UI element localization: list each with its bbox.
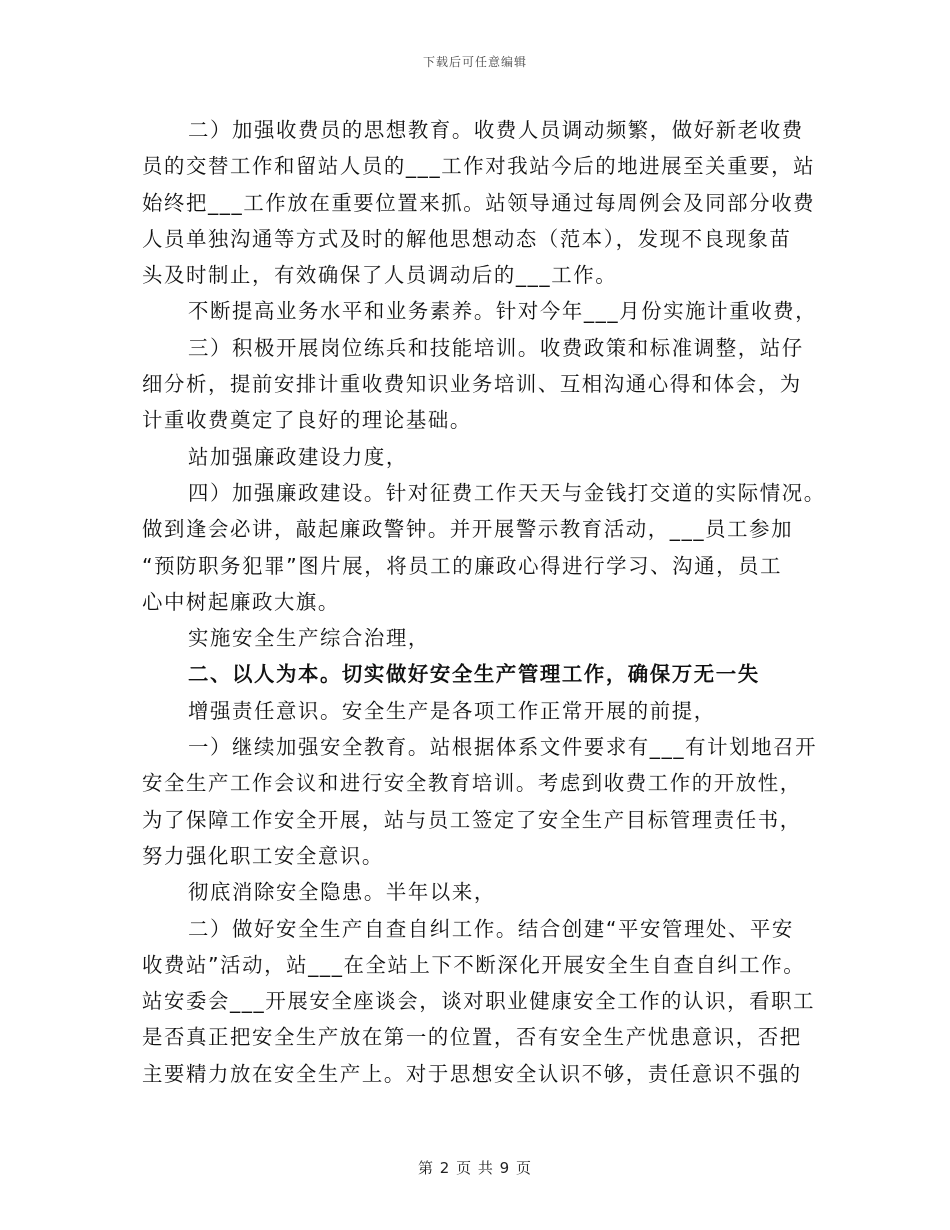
text-line: 细分析，提前安排计重收费知识业务培训、互相沟通心得和体会，为 <box>142 372 802 397</box>
page-header: 下载后可任意编辑 <box>422 55 527 69</box>
text-line: 不断提高业务水平和业务素养。针对今年___月份实施计重收费， <box>188 299 818 324</box>
text-line: 为了保障工作安全开展，站与员工签定了安全生产目标管理责任书， <box>142 807 802 832</box>
text-line: 努力强化职工安全意识。 <box>142 843 384 868</box>
text-line: 四）加强廉政建设。针对征费工作天天与金钱打交道的实际情况。 <box>188 480 826 505</box>
text-line: “预防职务犯罪”图片展，将员工的廉政心得进行学习、沟通，员工 <box>142 553 783 578</box>
text-line: 心中树起廉政大旗。 <box>142 589 340 614</box>
text-line: 头及时制止，有效确保了人员调动后的___工作。 <box>142 263 618 288</box>
text-line: 计重收费奠定了良好的理论基础。 <box>142 408 472 433</box>
text-line: 做到逢会必讲，敲起廉政警钟。并开展警示教育活动，___员工参加 <box>142 517 794 542</box>
text-line: 站安委会___开展安全座谈会，谈对职业健康安全工作的认识，看职工 <box>142 989 816 1014</box>
text-line: 人员单独沟通等方式及时的解他思想动态（范本），发现不良现象苗 <box>142 226 792 251</box>
section-heading: 二、以人为本。切实做好安全生产管理工作，确保万无一失 <box>188 662 760 687</box>
text-line: 收费站”活动，站___在全站上下不断深化开展安全生自查自纠工作。 <box>142 952 806 977</box>
text-line: 安全生产工作会议和进行安全教育培训。考虑到收费工作的开放性， <box>142 771 802 796</box>
text-line: 增强责任意识。安全生产是各项工作正常开展的前提， <box>188 698 716 723</box>
text-line: 站加强廉政建设力度， <box>188 444 408 469</box>
text-line: 二）做好安全生产自查自纠工作。结合创建“平安管理处、平安 <box>188 916 794 941</box>
text-line: 实施安全生产综合治理， <box>188 626 430 651</box>
text-line: 二）加强收费员的思想教育。收费人员调动频繁，做好新老收费 <box>188 118 804 142</box>
text-line: 一）继续加强安全教育。站根据体系文件要求有___有计划地召开 <box>188 735 818 760</box>
document-body <box>142 112 826 1092</box>
text-line: 始终把___工作放在重要位置来抓。站领导通过每周例会及同部分收费 <box>142 190 816 215</box>
text-line: 员的交替工作和留站人员的___工作对我站今后的地进展至关重要，站 <box>142 154 816 179</box>
text-line: 是否真正把安全生产放在第一的位置，否有安全生产忧患意识，否把 <box>142 1025 802 1050</box>
text-line: 主要精力放在安全生产上。对于思想安全认识不够，责任意识不强的 <box>142 1061 802 1086</box>
text-line: 三）积极开展岗位练兵和技能培训。收费政策和标准调整，站仔 <box>188 335 804 360</box>
text-line: 彻底消除安全隐患。半年以来， <box>188 880 496 905</box>
page-footer: 第 2 页 共 9 页 <box>418 1159 532 1177</box>
